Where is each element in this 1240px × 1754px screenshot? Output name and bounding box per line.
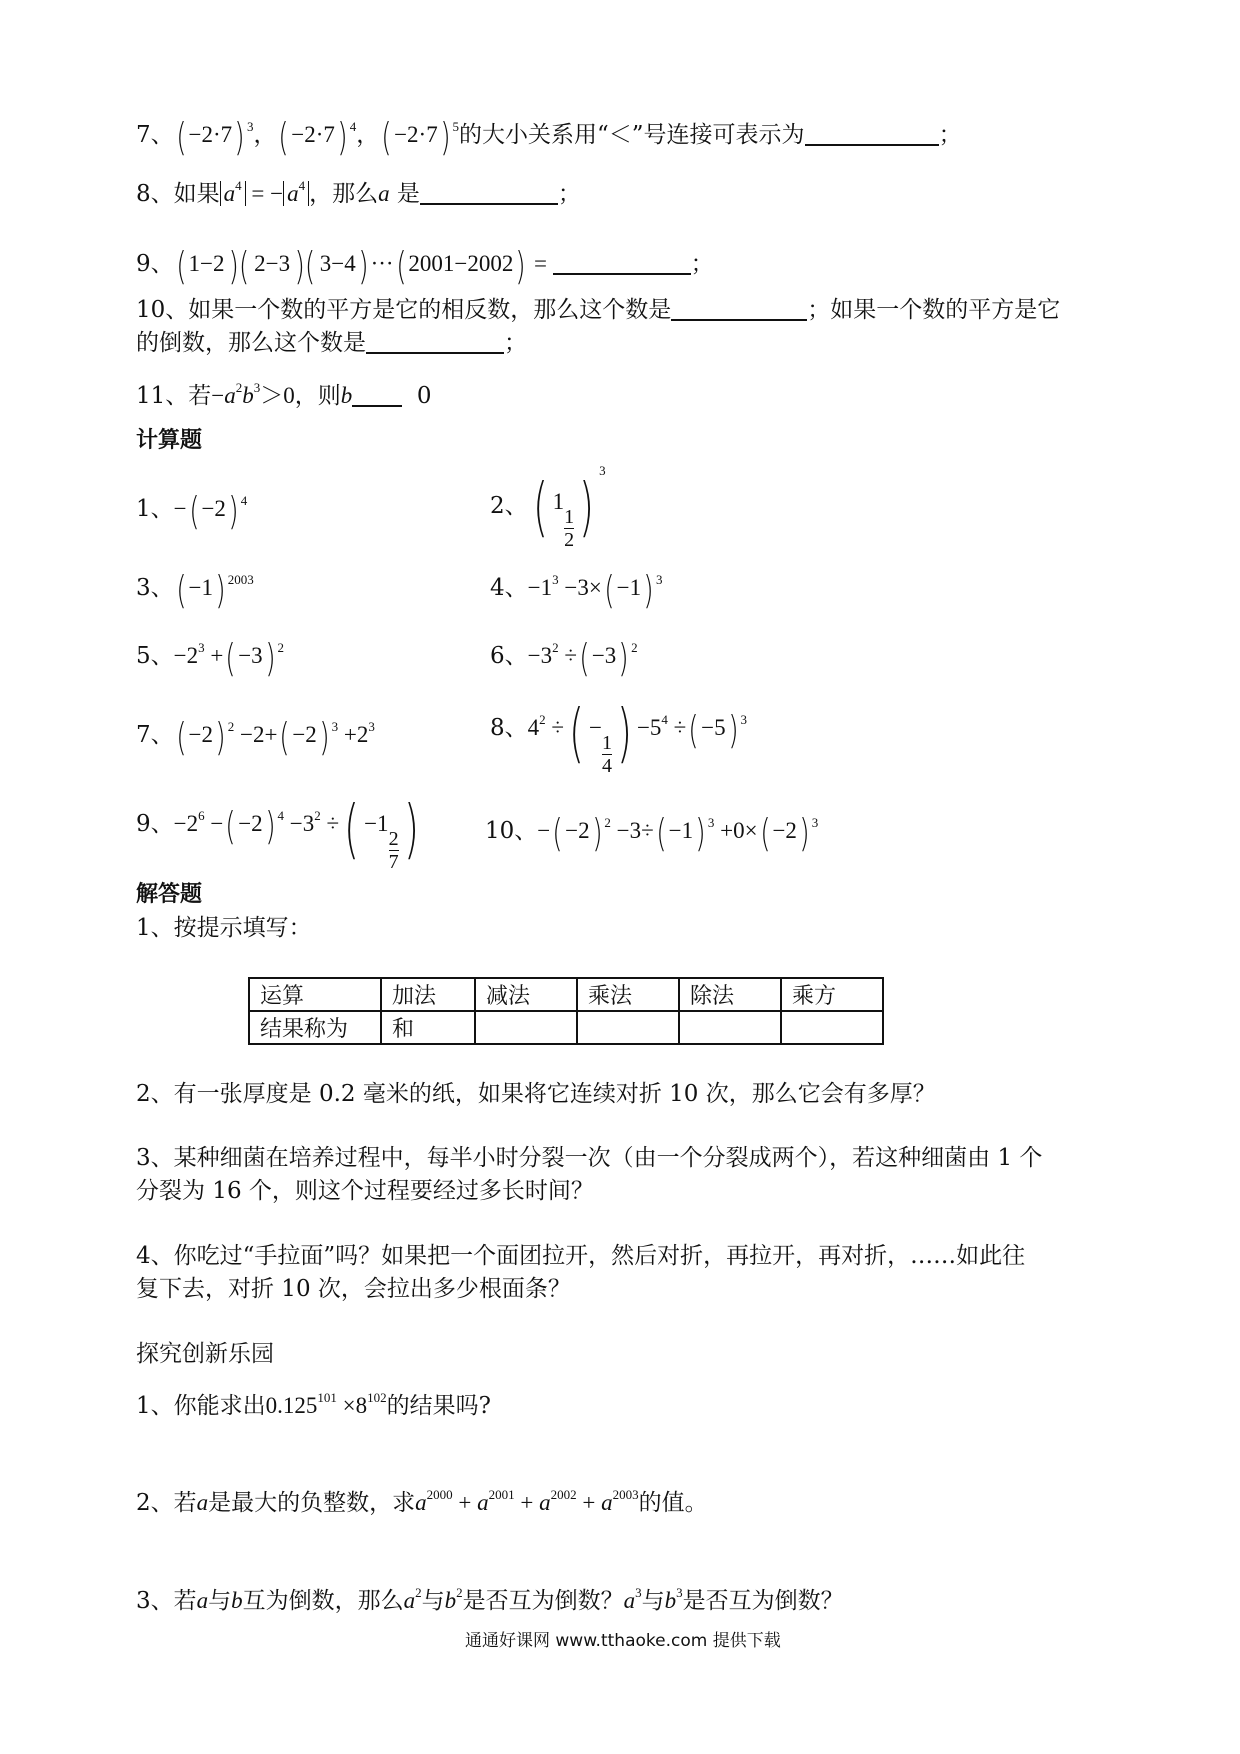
answer-question-1: 1、按提示填写： <box>136 915 312 941</box>
table-cell: 和 <box>381 1011 475 1044</box>
compute-item-8: 8、$4^2$ ÷( − $\frac{1}{4}$ ) $-5^4 \div(-5)$ $^3$ <box>490 697 747 777</box>
math-expression: (−2·7) $^3$，(−2·7) $^4$，(−2·7) $^5$ <box>175 115 460 159</box>
table-cell: 乘方 <box>781 978 883 1011</box>
explore-heading: 探究创新乐园 <box>136 1341 274 1367</box>
page-footer: 通通好课网 www.tthaoke.com 提供下载 <box>465 1631 781 1651</box>
table-cell-input[interactable] <box>781 1011 883 1044</box>
answer-question-2: 2、有一张厚度是 0.2 毫米的纸，如果将它连续对折 10 次，那么它会有多厚？ <box>136 1081 936 1107</box>
operations-table <box>248 977 884 1045</box>
table-row <box>249 1011 883 1044</box>
table-cell-input[interactable] <box>679 1011 781 1044</box>
answer-question-4-line2: 复下去，对折 10 次，会拉出多少根面条？ <box>136 1276 571 1302</box>
answer-blank[interactable] <box>366 330 504 354</box>
table-cell: 加法 <box>381 978 475 1011</box>
compute-item-3: 3、(−1) $^{2003}$ <box>136 568 254 612</box>
math-expression: $-a^2b^3>0$ <box>211 380 295 408</box>
compute-item-4: 4、$-1^3 -3\times(-1)$ $^3$ <box>490 568 663 612</box>
table-cell: 除法 <box>679 978 781 1011</box>
compute-item-10: 10、−(−2) $^2$ −3÷(−1) $^3$ +0×(−2) $^3$ <box>485 811 819 855</box>
fill-in-question-8: 8、如果 $a^4$ = − $a^4$ ，那么a 是 ； <box>136 178 581 207</box>
answer-blank[interactable] <box>805 122 939 146</box>
answer-blank[interactable] <box>553 251 691 275</box>
compute-item-1: 1、−(−2) $^4$ <box>136 489 248 533</box>
table-cell: 运算 <box>249 978 381 1011</box>
explore-question-1: 1、你能求出$0.125^{101} \times 8^{102}$的结果吗? <box>136 1390 491 1419</box>
answer-heading: 解答题 <box>136 882 203 907</box>
table-cell-input[interactable] <box>577 1011 679 1044</box>
answer-blank[interactable] <box>352 383 402 407</box>
table-cell-input[interactable] <box>475 1011 577 1044</box>
compute-item-7: 7、(−2) $^2$ −2+(−2) $^3 +2^3$ <box>136 715 375 759</box>
table-cell: 乘法 <box>577 978 679 1011</box>
fill-in-question-10: 10、如果一个数的平方是它的相反数，那么这个数是 ；如果一个数的平方是它 <box>136 297 1061 323</box>
fill-in-question-9: 9、(1−2 )( 2−3 )( 3−4)···(2001−2002) = ； <box>136 244 714 288</box>
explore-question-3: 3、若a与b互为倒数，那么$a^2$与$b^2$是否互为倒数？$a^3$与$b^3$是否互为倒数？ <box>136 1585 844 1614</box>
answer-blank[interactable] <box>420 181 558 205</box>
answer-question-3-line1: 3、某种细菌在培养过程中，每半小时分裂一次（由一个分裂成两个），若这种细菌由 1 个 <box>136 1145 1043 1171</box>
compute-item-5: 5、$-2^3 +(-3)$ $^2$ <box>136 636 284 680</box>
compute-item-6: 6、$-3^2 \div(-3)$ $^2$ <box>490 636 638 680</box>
fill-in-question-7: 7、(−2·7) $^3$，(−2·7) $^4$，(−2·7) $^5$的大小关系用“＜”号连接可表示为 ； <box>136 115 962 159</box>
compute-item-2: 2、( 1 $\frac{1}{2}$ )$^3$ <box>490 463 606 551</box>
compute-item-9: 9、$-2^6 -(-2)$ $^4 -3^2$ ÷( −1 $\frac{2}{7}$ ) <box>136 793 419 873</box>
compute-heading: 计算题 <box>136 428 203 453</box>
fill-in-question-10-line2: 的倒数，那么这个数是 ； <box>136 330 527 356</box>
answer-question-4-line1: 4、你吃过“手拉面”吗？如果把一个面团拉开，然后对折，再拉开，再对折，……如此往 <box>136 1243 1026 1269</box>
answer-blank[interactable] <box>671 297 807 321</box>
answer-question-3-line2: 分裂为 16 个，则这个过程要经过多长时间？ <box>136 1178 594 1204</box>
table-cell: 减法 <box>475 978 577 1011</box>
fill-in-question-11: 11、若$-a^2b^3>0$，则b 0 <box>136 380 432 409</box>
math-expression: $a^4$ = − $a^4$ <box>220 181 309 206</box>
math-expression: (1−2 )( 2−3 )( 3−4)···(2001−2002) = <box>175 244 553 288</box>
explore-question-2: 2、若a是最大的负整数，求$a^{2000} + a^{2001} + a^{2002} + a^{2003}$的值。 <box>136 1487 708 1516</box>
table-row <box>249 978 883 1011</box>
table-cell: 结果称为 <box>249 1011 381 1044</box>
